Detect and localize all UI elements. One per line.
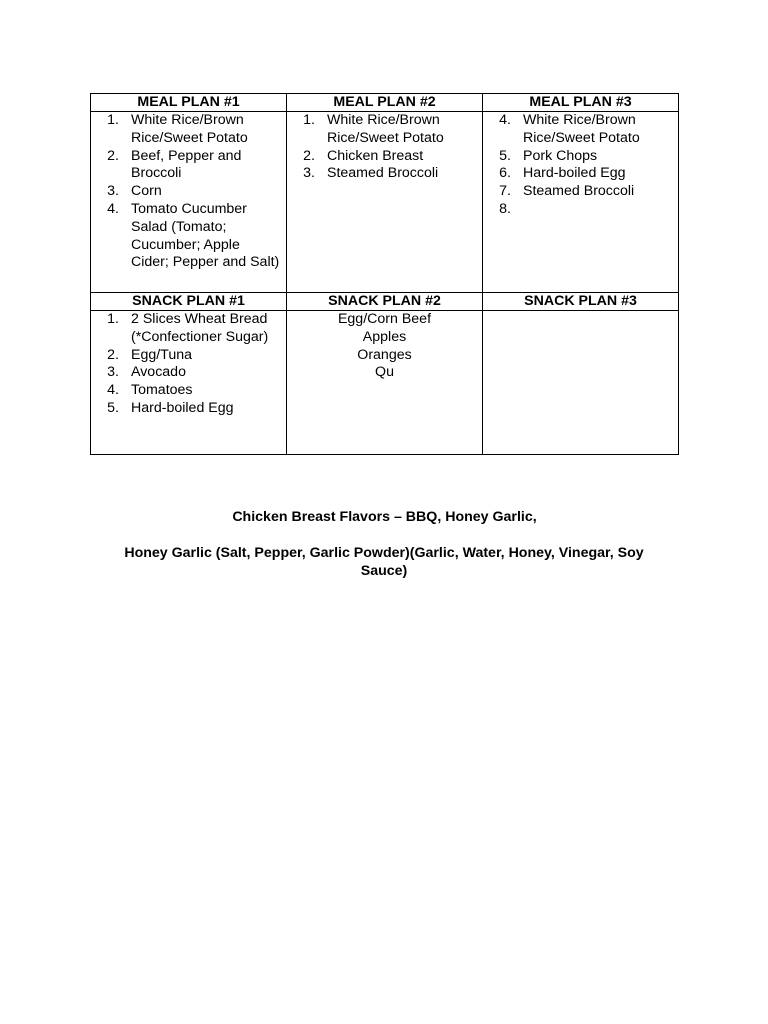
list-item: 1. White Rice/Brown Rice/Sweet Potato xyxy=(107,112,248,146)
meal-content-row xyxy=(91,112,679,293)
list-item: 4. White Rice/Brown Rice/Sweet Potato xyxy=(499,112,640,146)
snack-plan-1-list xyxy=(91,311,286,418)
snack-plan-2-cell xyxy=(287,311,483,455)
list-item: 1. White Rice/Brown Rice/Sweet Potato xyxy=(303,112,444,146)
meal-header-row xyxy=(91,94,679,112)
honey-garlic-note: Honey Garlic (Salt, Pepper, Garlic Powder)(Garlic, Water, Honey, Vinegar, Soy Sauce) xyxy=(124,545,644,579)
list-item: Apples xyxy=(362,328,407,345)
meal-plan-3-header: MEAL PLAN #3 xyxy=(483,94,679,112)
snack-plan-1-header: SNACK PLAN #1 xyxy=(91,293,287,311)
meal-plan-3-list xyxy=(483,112,678,219)
snack-plan-2-list xyxy=(287,311,482,382)
list-item: 2. Beef, Pepper and Broccoli xyxy=(107,147,242,182)
meal-plan-2-header: MEAL PLAN #2 xyxy=(287,94,483,112)
meal-plan-1-header: MEAL PLAN #1 xyxy=(91,94,287,112)
meal-plan-1-list xyxy=(91,112,286,272)
meal-plan-1-cell xyxy=(91,112,287,293)
list-item: Qu xyxy=(375,364,394,381)
list-item: 4. Tomato Cucumber Salad (Tomato; Cucumber; Apple Cider; Pepper and Salt) xyxy=(107,200,280,271)
list-item: 7. Steamed Broccoli xyxy=(499,183,635,200)
snack-plan-3-cell xyxy=(483,311,679,455)
meal-plan-2-list xyxy=(287,112,482,183)
list-item: 2. Chicken Breast xyxy=(303,147,424,164)
snack-header-row xyxy=(91,293,679,311)
meal-plan-table xyxy=(90,93,679,455)
chicken-flavors-note: Chicken Breast Flavors – BBQ, Honey Garlic, xyxy=(232,509,537,525)
list-item: 1. 2 Slices Wheat Bread (*Confectioner Sugar) xyxy=(107,311,269,345)
list-item: 3. Avocado xyxy=(107,364,186,381)
list-item: 4. Tomatoes xyxy=(107,382,193,399)
list-item: 3. Corn xyxy=(107,183,162,200)
snack-content-row xyxy=(91,311,679,455)
list-item: 2. Egg/Tuna xyxy=(107,346,192,363)
snack-plan-3-header: SNACK PLAN #3 xyxy=(483,293,679,311)
list-item: 5. Hard-boiled Egg xyxy=(107,399,234,416)
list-item: 3. Steamed Broccoli xyxy=(303,165,439,182)
meal-plan-3-cell xyxy=(483,112,679,293)
snack-plan-2-header: SNACK PLAN #2 xyxy=(287,293,483,311)
list-item: 8. xyxy=(499,200,511,217)
list-item: Oranges xyxy=(357,346,412,363)
list-item: Egg/Corn Beef xyxy=(337,311,432,327)
snack-plan-1-cell xyxy=(91,311,287,455)
list-item: 6. Hard-boiled Egg xyxy=(499,165,626,182)
meal-plan-2-cell xyxy=(287,112,483,293)
list-item: 5. Pork Chops xyxy=(499,147,598,164)
